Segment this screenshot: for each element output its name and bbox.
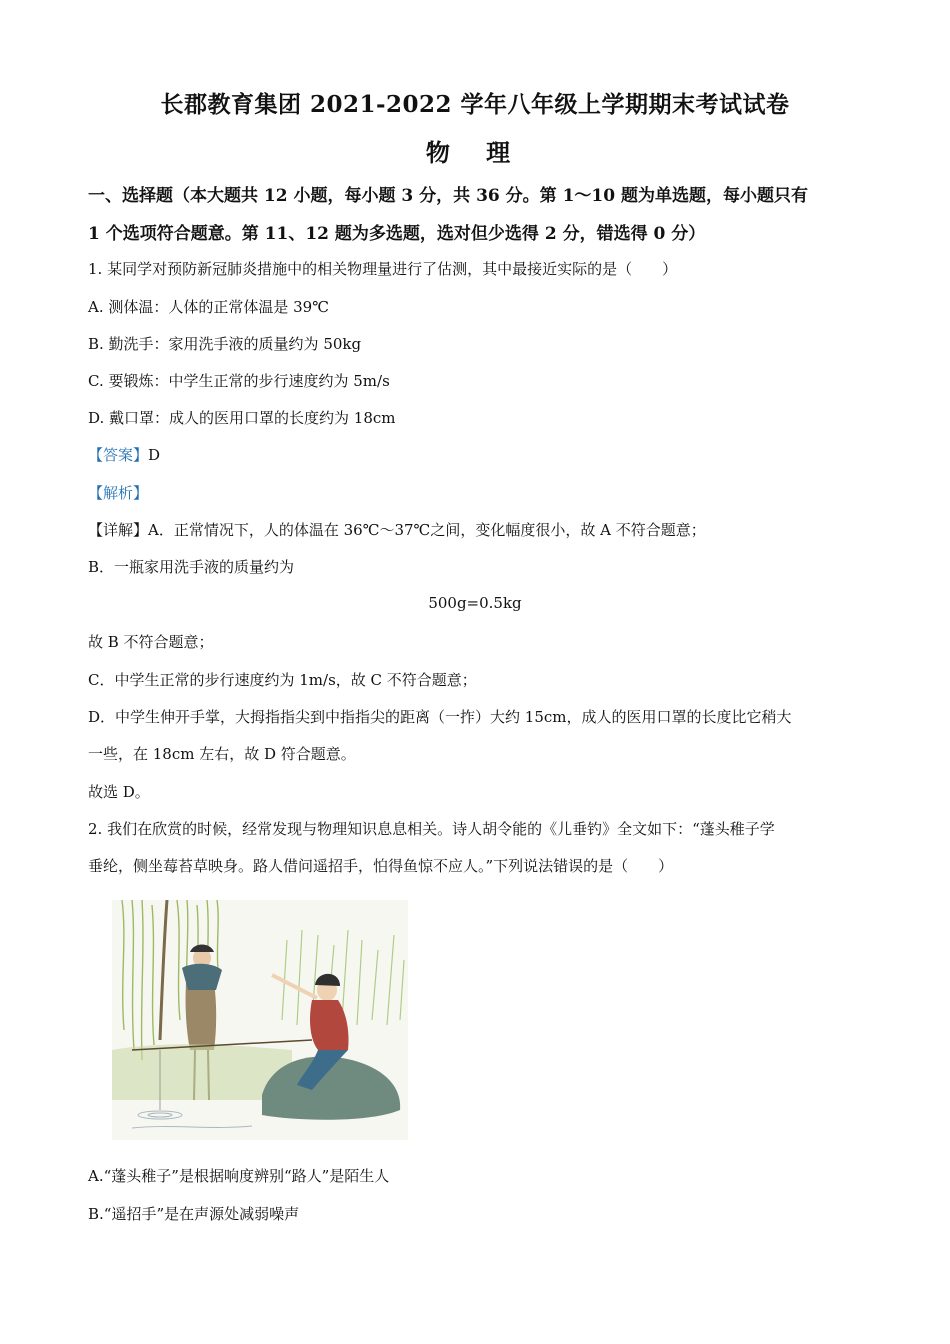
section-heading-line2: 1 个选项符合题意。第 11、12 题为多选题，选对但少选得 2 分，错选得 0 分） [88,224,706,244]
section-heading-line1: 一、选择题（本大题共 12 小题，每小题 3 分，共 36 分。第 1～10 题为单选题，每小题只有 [88,186,808,206]
fishing-illustration [112,900,408,1140]
detail-formula: 500g=0.5kg [428,594,522,612]
q1-option-b: B. 勤洗手：家用洗手液的质量约为 50kg [88,335,362,353]
analysis-label: 【解析】 [88,484,149,502]
q1-option-c: C. 要锻炼：中学生正常的步行速度约为 5m/s [88,372,390,390]
detail-line: 一些，在 18cm 左右，故 D 符合题意。 [88,745,356,763]
q1-option-a: A. 测体温：人体的正常体温是 39℃ [88,298,330,316]
detail-line: B．一瓶家用洗手液的质量约为 [88,558,295,576]
question-2-stem-line1: 2. 我们在欣赏的时候，经常发现与物理知识息息相关。诗人胡令能的《儿垂钓》全文如下：“蓬头稚子学 [88,820,775,838]
answer-value: D [148,446,161,464]
detail-line: D．中学生伸开手掌，大拇指指尖到中指指尖的距离（一拃）大约 15cm，成人的医用口罩的长度比它稍大 [88,708,792,726]
detail-line: 【详解】A．正常情况下，人的体温在 36℃～37℃之间，变化幅度很小，故 A 不符合题意； [88,521,706,539]
answer-label: 【答案】 [88,446,149,464]
q2-option-a: A.“蓬头稚子”是根据响度辨别“路人”是陌生人 [88,1167,390,1185]
question-2-stem-line2: 垂纶，侧坐莓苔草映身。路人借问遥招手，怕得鱼惊不应人。”下列说法错误的是（ ） [88,857,674,875]
detail-line: 故 B 不符合题意； [88,633,214,651]
subject-title: 物 理 [425,138,525,167]
detail-line: 故选 D。 [88,783,150,801]
q1-answer [88,444,868,465]
exam-title: 长郡教育集团 2021-2022 学年八年级上学期期末考试试卷 [160,91,790,118]
detail-line: C．中学生正常的步行速度约为 1m/s，故 C 不符合题意； [88,671,477,689]
question-1-stem: 1. 某同学对预防新冠肺炎措施中的相关物理量进行了估测，其中最接近实际的是（ ） [88,260,678,278]
q2-option-b: B.“遥招手”是在声源处减弱噪声 [88,1205,300,1223]
q1-option-d: D. 戴口罩：成人的医用口罩的长度约为 18cm [88,409,396,427]
